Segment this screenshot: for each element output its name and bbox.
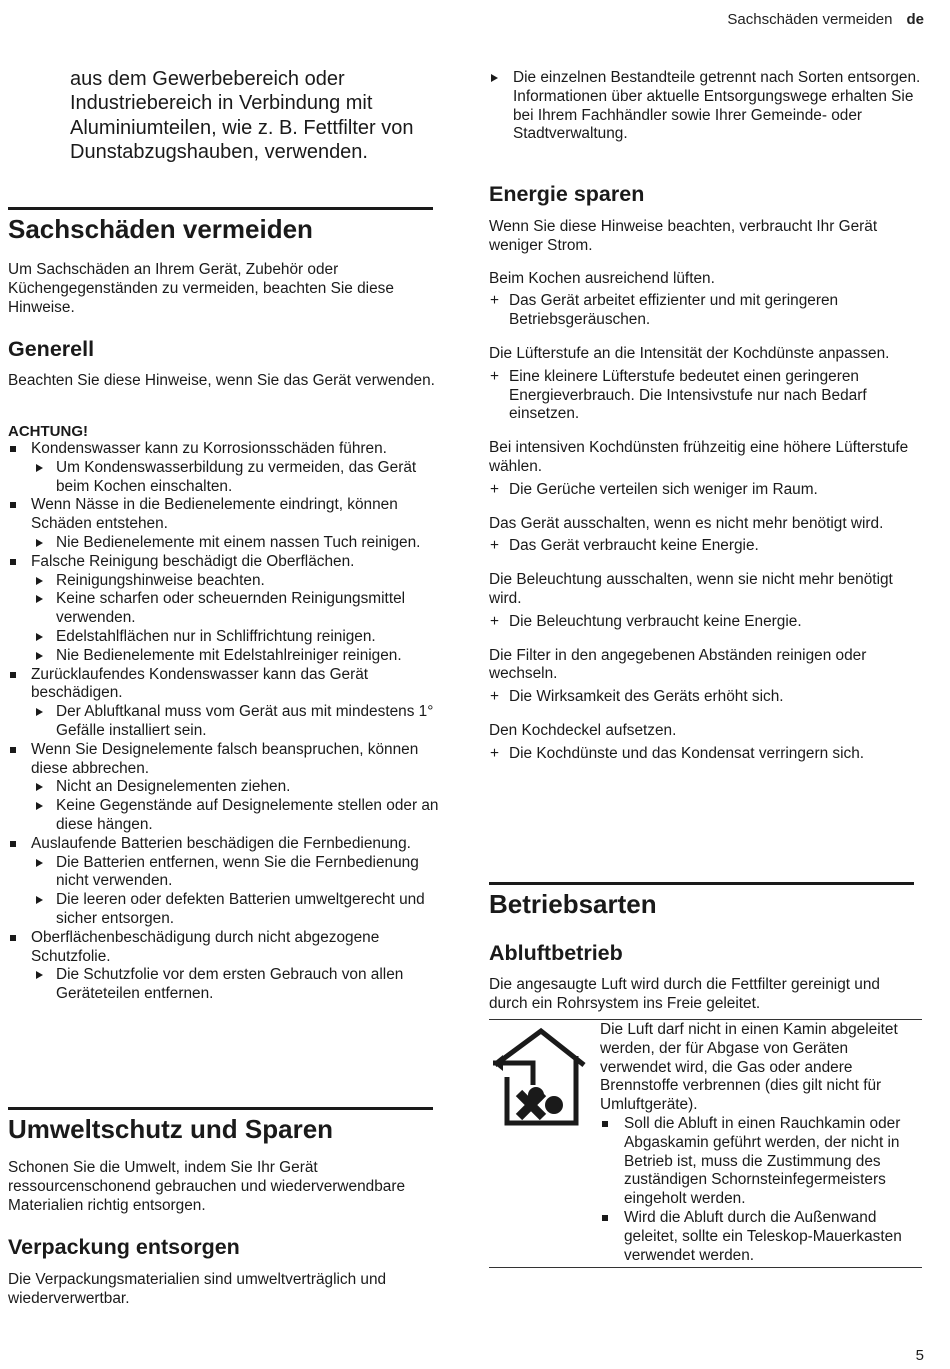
benefit-text: Eine kleinere Lüfterstufe bedeutet einen geringeren Energieverbrauch. Die Intensivstufe nur nach Bedarf einsetzen. <box>509 367 867 423</box>
plus-icon: + <box>490 688 499 706</box>
page-number: 5 <box>915 1347 924 1364</box>
energy-tip: Den Kochdeckel aufsetzen. <box>489 721 677 739</box>
notice-text: Die Luft darf nicht in einen Kamin abgeleitet werden, der für Abgase von Geräten verwendet wird, die Gas oder andere Brennstoffe verbrennen (dies gilt nicht für Umluftgeräte). <box>600 1021 898 1114</box>
instruction-item: Nie Bedienelemente mit Edelstahlreiniger reinigen. <box>8 647 444 666</box>
section-umweltschutz <box>8 1107 433 1144</box>
notice-item: Soll die Abluft in einen Rauchkamin oder Abgaskamin geführt werden, der nicht in Betrieb ist, muss die Zustimmung des zuständigen Schornsteinfegermeisters eingeholt werden. <box>600 1115 922 1209</box>
benefit-text: Das Gerät arbeitet effizienter und mit geringeren Betriebsgeräuschen. <box>509 292 839 329</box>
energy-tip: Die Beleuchtung ausschalten, wenn sie nicht mehr benötigt wird. <box>489 571 893 607</box>
benefit-item <box>489 368 922 424</box>
warning-label: ACHTUNG! <box>8 423 88 440</box>
section-intro: Um Sachschäden an Ihrem Gerät, Zubehör oder Küchengegenständen zu vermeiden, beachten Sie diese Hinweise. <box>8 261 394 316</box>
instruction-item: Keine Gegenstände auf Designelemente stellen oder an diese hängen. <box>8 797 444 835</box>
info-text: Informationen über aktuelle Entsorgungswege erhalten Sie bei Ihrem Fachhändler sowie Ihrer Gemeinde- oder Stadtverwaltung. <box>513 87 914 143</box>
plus-icon: + <box>490 292 499 310</box>
benefit-item <box>489 745 922 764</box>
list-item <box>489 69 922 144</box>
energy-tips <box>489 270 922 764</box>
benefit-item <box>489 688 922 707</box>
instruction-item: Die leeren oder defekten Batterien umweltgerecht und sicher entsorgen. <box>8 891 444 929</box>
warning-item: Oberflächenbeschädigung durch nicht abgezogene Schutzfolie. <box>8 929 444 967</box>
instruction-item: Die Batterien entfernen, wenn Sie die Fernbedienung nicht verwenden. <box>8 854 444 892</box>
warning-item: Falsche Reinigung beschädigt die Oberflächen. <box>8 553 444 572</box>
instruction-item: Reinigungshinweise beachten. <box>8 572 444 591</box>
benefit-text: Die Gerüche verteilen sich weniger im Raum. <box>509 480 818 498</box>
benefit-text: Die Wirksamkeit des Geräts erhöht sich. <box>509 688 784 706</box>
warning-item: Wenn Sie Designelemente falsch beanspruchen, können diese abbrechen. <box>8 741 444 779</box>
benefit-text: Die Kochdünste und das Kondensat verringern sich. <box>509 744 865 762</box>
warning-item: Auslaufende Batterien beschädigen die Fernbedienung. <box>8 835 444 854</box>
benefit-item <box>489 613 922 632</box>
subsection-title: Generell <box>8 337 95 361</box>
plus-icon: + <box>490 612 499 630</box>
instruction-item: Der Abluftkanal muss vom Gerät aus mit mindestens 1° Gefälle installiert sein. <box>8 703 444 741</box>
subsection-intro: Wenn Sie diese Hinweise beachten, verbraucht Ihr Gerät weniger Strom. <box>489 218 878 254</box>
section-intro: Schonen Sie die Umwelt, indem Sie Ihr Gerät ressourcenschonend gebrauchen und wiederverwendbare Materialien richtig entsorgen. <box>8 1159 406 1214</box>
subsection-intro: Beachten Sie diese Hinweise, wenn Sie das Gerät verwenden. <box>8 372 435 389</box>
benefit-text: Das Gerät verbraucht keine Energie. <box>509 537 759 555</box>
notice-list <box>600 1115 922 1265</box>
benefit-text: Die Beleuchtung verbraucht keine Energie. <box>509 612 802 630</box>
section-title: Sachschäden vermeiden <box>8 214 313 244</box>
plus-icon: + <box>490 367 499 385</box>
running-header <box>727 11 924 28</box>
instruction-item: Nie Bedienelemente mit einem nassen Tuch reinigen. <box>8 534 444 553</box>
instruction-item: Die Schutzfolie vor dem ersten Gebrauch von allen Geräteteilen entfernen. <box>8 966 444 1004</box>
energy-tip: Bei intensiven Kochdünsten frühzeitig eine höhere Lüfterstufe wählen. <box>489 439 909 475</box>
subsection-title: Verpackung entsorgen <box>8 1235 240 1259</box>
plus-icon: + <box>490 744 499 762</box>
notice-item: Wird die Abluft durch die Außenwand geleitet, sollte ein Teleskop-Mauerkasten verwendet werden. <box>600 1209 922 1265</box>
subsection-text: Die Verpackungsmaterialien sind umweltverträglich und wiederverwertbar. <box>8 1271 387 1307</box>
header-section: Sachschäden vermeiden <box>727 11 893 28</box>
notice-box <box>489 1019 922 1268</box>
instruction-item: Um Kondenswasserbildung zu vermeiden, das Gerät beim Kochen einschalten. <box>8 459 444 497</box>
energy-tip: Die Lüfterstufe an die Intensität der Kochdünste anpassen. <box>489 344 890 362</box>
warning-item: Kondenswasser kann zu Korrosionsschäden führen. <box>8 440 444 459</box>
no-chimney-exhaust-icon <box>491 1027 586 1127</box>
energy-tip: Das Gerät ausschalten, wenn es nicht mehr benötigt wird. <box>489 514 884 532</box>
warning-item: Zurücklaufendes Kondenswasser kann das Gerät beschädigen. <box>8 666 444 704</box>
section-title: Betriebsarten <box>489 889 657 919</box>
warning-item: Wenn Nässe in die Bedienelemente eindringt, können Schäden entstehen. <box>8 496 444 534</box>
subsection-text: Die angesaugte Luft wird durch die Fettfilter gereinigt und durch ein Rohrsystem ins Freie geleitet. <box>489 976 880 1012</box>
section-sachschaeden <box>8 207 433 244</box>
energy-tip: Die Filter in den angegebenen Abständen reinigen oder wechseln. <box>489 646 867 683</box>
energy-tip: Beim Kochen ausreichend lüften. <box>489 269 715 287</box>
plus-icon: + <box>490 480 499 498</box>
warning-list <box>8 440 444 1004</box>
plus-icon: + <box>490 537 499 555</box>
intro-continuation: aus dem Gewerbebereich oder Industriebereich in Verbindung mit Aluminiumteilen, wie z. B. Fettfilter von Dunstabzugshauben, verwenden. <box>70 68 414 163</box>
instruction-item: Edelstahlflächen nur in Schliffrichtung reinigen. <box>8 628 444 647</box>
instruction-item: Nicht an Designelementen ziehen. <box>8 778 444 797</box>
instruction-text: Die einzelnen Bestandteile getrennt nach Sorten entsorgen. <box>513 69 921 86</box>
benefit-item <box>489 292 922 330</box>
header-language: de <box>906 11 924 28</box>
section-betriebsarten <box>489 882 914 919</box>
subsection-title: Abluftbetrieb <box>489 941 623 965</box>
instruction-item: Keine scharfen oder scheuernden Reinigungsmittel verwenden. <box>8 590 444 628</box>
section-title: Umweltschutz und Sparen <box>8 1114 334 1144</box>
benefit-item <box>489 481 922 500</box>
benefit-item <box>489 537 922 556</box>
subsection-title: Energie sparen <box>489 182 645 206</box>
